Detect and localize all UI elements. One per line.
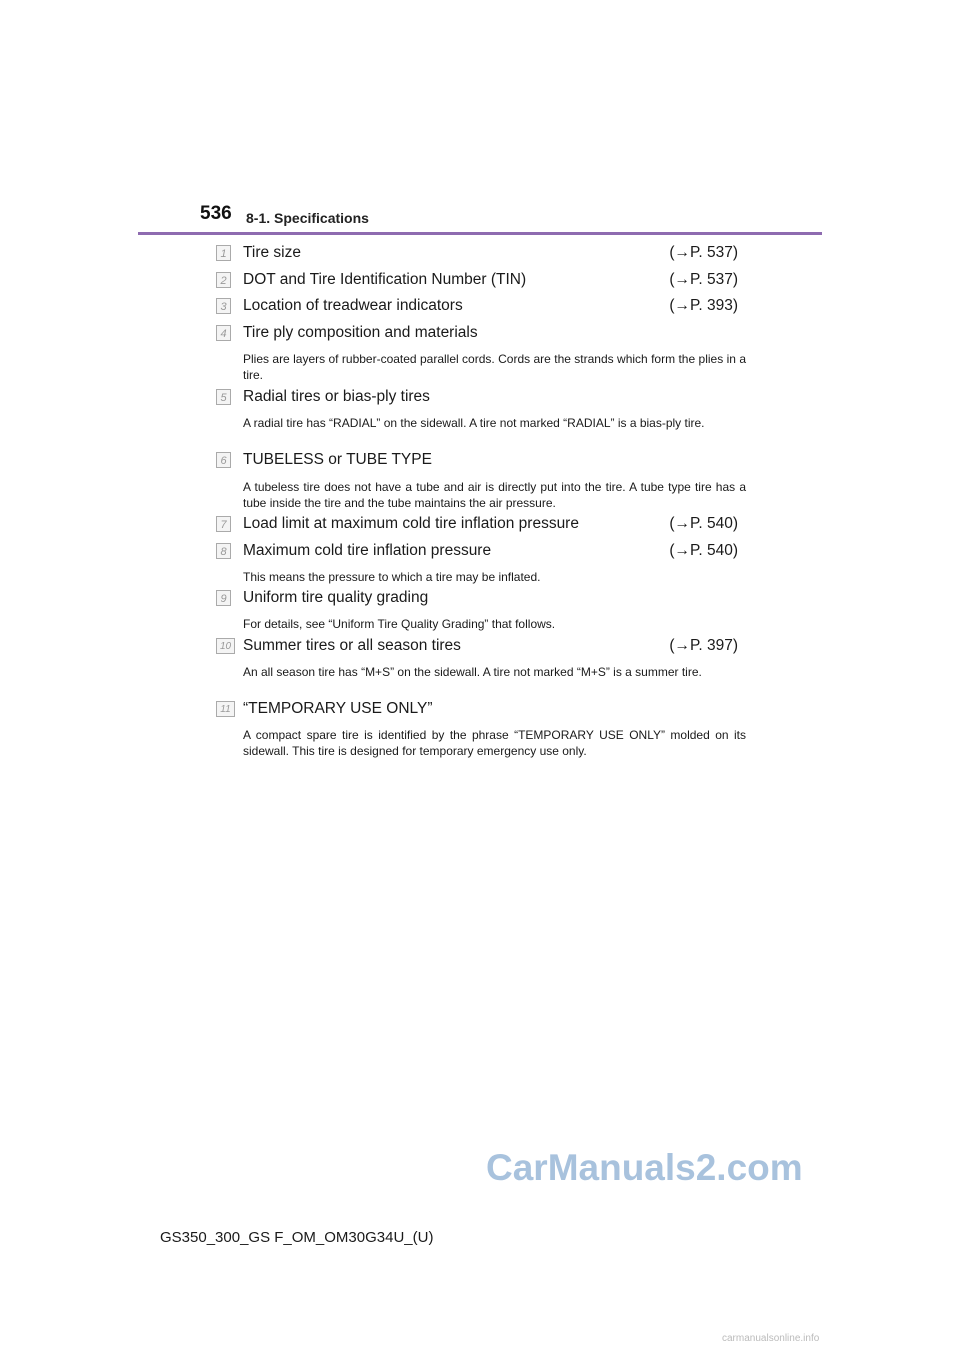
page-reference-link[interactable]: (→P. 540) (669, 542, 738, 559)
item-number-badge: 1 (216, 245, 231, 261)
item-title: DOT and Tire Identification Number (TIN) (243, 271, 527, 288)
page-number: 536 (200, 203, 232, 224)
page-reference-link[interactable]: (→P. 397) (669, 637, 738, 654)
item-number-badge: 2 (216, 272, 231, 288)
item-title: Maximum cold tire inflation pressure (243, 542, 492, 559)
item-number-badge: 5 (216, 389, 231, 405)
header-divider (138, 232, 822, 235)
item-description: An all season tire has “M+S” on the sidewall. A tire not marked “M+S” is a summer tire. (243, 665, 702, 679)
item-title: Load limit at maximum cold tire inflation pressure (243, 515, 579, 532)
item-number-badge: 10 (216, 638, 235, 654)
item-title: TUBELESS or TUBE TYPE (243, 451, 432, 468)
page-reference-link[interactable]: (→P. 540) (669, 515, 738, 532)
item-title: Location of treadwear indicators (243, 297, 463, 314)
item-number-badge: 8 (216, 543, 231, 559)
item-title: Summer tires or all season tires (243, 637, 461, 654)
watermark-url: carmanualsonline.info (722, 1333, 820, 1344)
item-title: Tire size (243, 244, 301, 261)
item-description: A tubeless tire does not have a tube and air is directly put into the tire. A tube type tire has a tube inside the tire and the tube maintains the air pressure. (243, 480, 746, 510)
document-code: GS350_300_GS F_OM_OM30G34U_(U) (160, 1229, 434, 1246)
item-title: Uniform tire quality grading (243, 589, 429, 606)
section-title: 8-1. Specifications (246, 210, 369, 226)
item-description: A radial tire has “RADIAL” on the sidewall. A tire not marked “RADIAL” is a bias-ply tire. (243, 416, 705, 430)
item-description: A compact spare tire is identified by the phrase “TEMPORARY USE ONLY” molded on its sidewall. This tire is designed for temporary emergency use only. (243, 728, 746, 758)
item-number-badge: 4 (216, 325, 231, 341)
item-number-badge: 7 (216, 516, 231, 532)
item-number-badge: 9 (216, 590, 231, 606)
item-title: “TEMPORARY USE ONLY” (243, 700, 433, 717)
item-number-badge: 11 (216, 701, 235, 717)
watermark-logo: CarManuals2.com (486, 1147, 803, 1188)
page-reference-link[interactable]: (→P. 393) (669, 297, 738, 314)
item-description: For details, see “Uniform Tire Quality Grading” that follows. (243, 617, 556, 631)
item-title: Radial tires or bias-ply tires (243, 388, 430, 405)
item-description: This means the pressure to which a tire may be inflated. (243, 570, 541, 584)
page-reference-link[interactable]: (→P. 537) (669, 271, 738, 288)
item-number-badge: 3 (216, 298, 231, 314)
page-reference-link[interactable]: (→P. 537) (669, 244, 738, 261)
item-description: Plies are layers of rubber-coated parallel cords. Cords are the strands which form the plies in a tire. (243, 352, 746, 382)
item-number-badge: 6 (216, 452, 231, 468)
item-title: Tire ply composition and materials (243, 324, 478, 341)
